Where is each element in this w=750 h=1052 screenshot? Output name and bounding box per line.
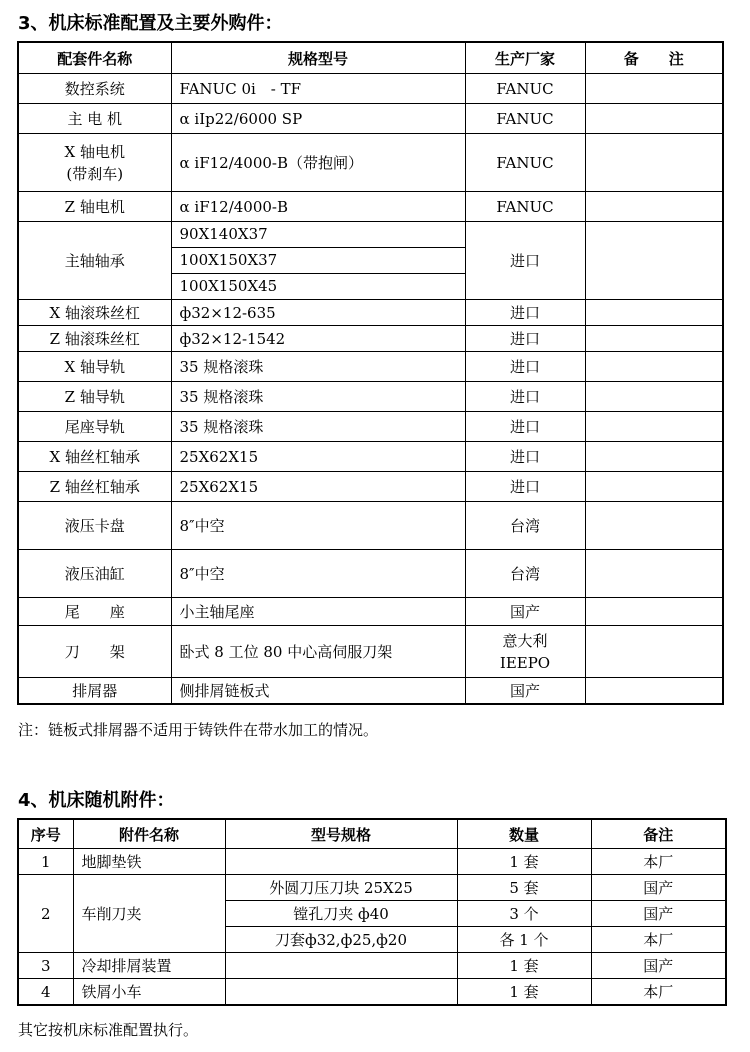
- table-row: [18, 979, 726, 1006]
- header-model-spec: 型号规格: [225, 819, 457, 849]
- spec-cell: 小主轴尾座: [171, 598, 465, 626]
- header-part-name: 配套件名称: [18, 42, 171, 74]
- part-name-cell: Z 轴导轨: [18, 382, 171, 412]
- table-row: [18, 626, 723, 678]
- section-4-note: 其它按机床标准配置执行。: [18, 1021, 199, 1039]
- header-remark: 备 注: [585, 42, 723, 74]
- quantity-cell: 各 1 个: [457, 927, 591, 953]
- table-row: [18, 382, 723, 412]
- quantity-cell: 1 套: [457, 979, 591, 1006]
- remark-cell: [585, 442, 723, 472]
- table-row: [18, 678, 723, 704]
- spec-cell: α iIp22/6000 SP: [171, 104, 465, 134]
- spec-cell: 35 规格滚珠: [171, 382, 465, 412]
- spec-line: 90X140X37: [172, 222, 465, 248]
- header-accessory-name: 附件名称: [73, 819, 225, 849]
- part-name-cell: 数控系统: [18, 74, 171, 104]
- row-number-cell: 4: [18, 979, 73, 1006]
- table-row: [18, 192, 723, 222]
- section-3-title: 3、机床标准配置及主要外购件：: [18, 13, 283, 34]
- model-spec-cell: [225, 953, 457, 979]
- remark-cell: [585, 300, 723, 326]
- accessories-table: [17, 818, 727, 1006]
- remark-cell: 国产: [591, 953, 726, 979]
- remark-cell: [585, 550, 723, 598]
- model-spec-cell: [225, 849, 457, 875]
- section-3-note: 注：链板式排屑器不适用于铸铁件在带水加工的情况。: [18, 721, 379, 739]
- part-name-cell: X 轴导轨: [18, 352, 171, 382]
- table-row: [18, 442, 723, 472]
- standard-config-table: [17, 41, 724, 705]
- table-row: [18, 598, 723, 626]
- spec-cell: 侧排屑链板式: [171, 678, 465, 704]
- table-row: [18, 550, 723, 598]
- part-name-cell: X 轴电机 (带刹车): [18, 134, 171, 192]
- table-header-row: [18, 42, 723, 74]
- part-name-cell: 尾座导轨: [18, 412, 171, 442]
- spec-cell: FANUC 0i - TF: [171, 74, 465, 104]
- header-maker: 生产厂家: [465, 42, 585, 74]
- table-row: [18, 849, 726, 875]
- table-row: [18, 412, 723, 442]
- maker-cell: FANUC: [465, 192, 585, 222]
- remark-cell: [585, 134, 723, 192]
- header-remark: 备注: [591, 819, 726, 849]
- spec-cell: ф32×12-635: [171, 300, 465, 326]
- remark-cell: 国产: [591, 875, 726, 901]
- remark-cell: 本厂: [591, 979, 726, 1006]
- row-number-cell: 2: [18, 875, 73, 953]
- remark-cell: [585, 192, 723, 222]
- maker-cell: FANUC: [465, 134, 585, 192]
- quantity-cell: 1 套: [457, 953, 591, 979]
- spec-line: 100X150X45: [179, 277, 278, 295]
- row-number-cell: 1: [18, 849, 73, 875]
- maker-cell: 进口: [465, 222, 585, 300]
- part-name-cell: X 轴丝杠轴承: [18, 442, 171, 472]
- spec-cell: ф32×12-1542: [171, 326, 465, 352]
- header-quantity: 数量: [457, 819, 591, 849]
- table-row: [18, 472, 723, 502]
- table-row: [18, 222, 723, 300]
- remark-cell: 国产: [591, 901, 726, 927]
- part-name-cell: Z 轴滚珠丝杠: [18, 326, 171, 352]
- table-row: [18, 502, 723, 550]
- part-name-cell: 刀 架: [18, 626, 171, 678]
- table-row: [18, 953, 726, 979]
- spec-cell: 25X62X15: [171, 472, 465, 502]
- remark-cell: 本厂: [591, 927, 726, 953]
- model-spec-cell: 刀套ф32,ф25,ф20: [225, 927, 457, 953]
- part-name-cell: 尾 座: [18, 598, 171, 626]
- maker-cell: 进口: [465, 352, 585, 382]
- remark-cell: [585, 104, 723, 134]
- maker-cell: 进口: [465, 412, 585, 442]
- table-row: [18, 352, 723, 382]
- quantity-cell: 1 套: [457, 849, 591, 875]
- quantity-cell: 5 套: [457, 875, 591, 901]
- table-header-row: [18, 819, 726, 849]
- remark-cell: [585, 382, 723, 412]
- maker-cell: 进口: [465, 300, 585, 326]
- spec-cell: 25X62X15: [171, 442, 465, 472]
- table-row: [18, 300, 723, 326]
- accessory-name-cell: 地脚垫铁: [73, 849, 225, 875]
- maker-cell: 台湾: [465, 550, 585, 598]
- accessory-name-cell: 车削刀夹: [73, 875, 225, 953]
- spec-cell: α iF12/4000-B: [171, 192, 465, 222]
- part-name-cell: Z 轴丝杠轴承: [18, 472, 171, 502]
- remark-cell: [585, 222, 723, 300]
- quantity-cell: 3 个: [457, 901, 591, 927]
- maker-cell: 进口: [465, 472, 585, 502]
- table-row: [18, 875, 726, 901]
- spec-line: 100X150X37: [172, 248, 465, 274]
- maker-cell: 台湾: [465, 502, 585, 550]
- remark-cell: [585, 352, 723, 382]
- part-name-cell: 液压油缸: [18, 550, 171, 598]
- table-row: [18, 134, 723, 192]
- accessory-name-cell: 冷却排屑装置: [73, 953, 225, 979]
- section-4-title: 4、机床随机附件：: [18, 790, 175, 811]
- maker-cell: 进口: [465, 382, 585, 412]
- row-number-cell: 3: [18, 953, 73, 979]
- model-spec-cell: 外圆刀压刀块 25X25: [225, 875, 457, 901]
- remark-cell: [585, 412, 723, 442]
- table-row: [18, 326, 723, 352]
- maker-cell: 进口: [465, 326, 585, 352]
- part-name-cell: 排屑器: [18, 678, 171, 704]
- maker-cell: 进口: [465, 442, 585, 472]
- part-name-cell: X 轴滚珠丝杠: [18, 300, 171, 326]
- spec-cell: 卧式 8 工位 80 中心高伺服刀架: [171, 626, 465, 678]
- spec-cell: α iF12/4000-B（带抱闸）: [171, 134, 465, 192]
- header-no: 序号: [18, 819, 73, 849]
- standard-config-body: [18, 74, 723, 704]
- spec-cell: 8″中空: [171, 502, 465, 550]
- remark-cell: [585, 626, 723, 678]
- remark-cell: [585, 74, 723, 104]
- remark-cell: [585, 326, 723, 352]
- part-name-cell: 主轴轴承: [18, 222, 171, 300]
- remark-cell: [585, 502, 723, 550]
- maker-cell: FANUC: [465, 104, 585, 134]
- part-name-cell: Z 轴电机: [18, 192, 171, 222]
- remark-cell: [585, 598, 723, 626]
- table-row: [18, 74, 723, 104]
- remark-cell: [585, 678, 723, 704]
- spec-cell: [171, 222, 465, 300]
- header-spec: 规格型号: [171, 42, 465, 74]
- model-spec-cell: [225, 979, 457, 1006]
- part-name-cell: 液压卡盘: [18, 502, 171, 550]
- maker-cell: 国产: [465, 598, 585, 626]
- remark-cell: [585, 472, 723, 502]
- spec-cell: 35 规格滚珠: [171, 352, 465, 382]
- remark-cell: 本厂: [591, 849, 726, 875]
- maker-cell: FANUC: [465, 74, 585, 104]
- accessories-body: [18, 849, 726, 1006]
- maker-cell: 意大利 IEEPO: [465, 626, 585, 678]
- spec-cell: 35 规格滚珠: [171, 412, 465, 442]
- spec-cell: 8″中空: [171, 550, 465, 598]
- part-name-cell: 主 电 机: [18, 104, 171, 134]
- maker-cell: 国产: [465, 678, 585, 704]
- accessory-name-cell: 铁屑小车: [73, 979, 225, 1006]
- table-row: [18, 104, 723, 134]
- model-spec-cell: 镗孔刀夹 ф40: [225, 901, 457, 927]
